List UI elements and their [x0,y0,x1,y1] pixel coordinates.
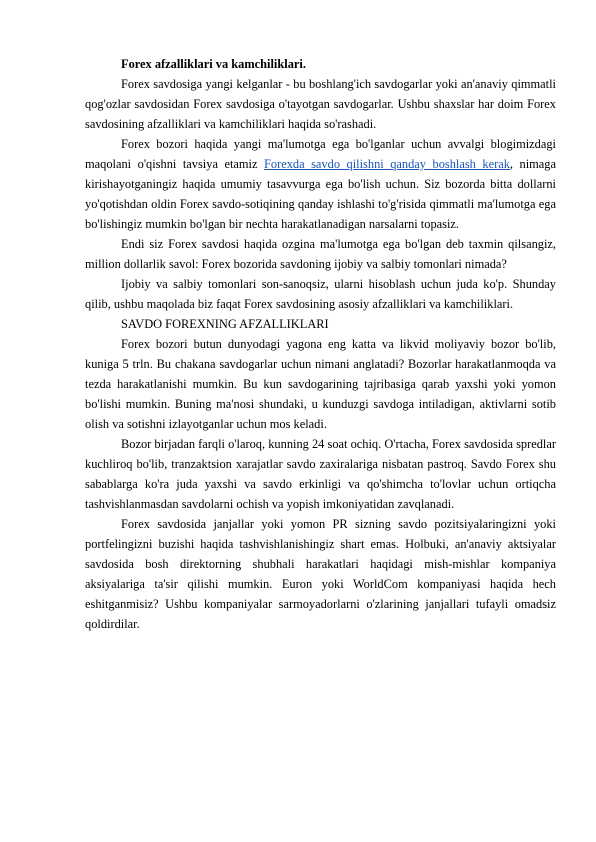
paragraph: Endi siz Forex savdosi haqida ozgina ma'lumotga ega bo'lgan deb taxmin qilsangiz, million dollarlik savol: Forex bozorida savdoning ijobiy va salbiy tomonlari nimada? [85,237,556,271]
document-page [85,54,556,634]
paragraph: Ijobiy va salbiy tomonlari son-sanoqsiz, ularni hisoblash uchun juda ko'p. Shunday qilib, ushbu maqolada biz faqat Forex savdosining asosiy afzalliklari va kamchiliklari. [85,277,556,311]
paragraph-text: , nimaga kirishayotganingiz haqida umumiy tasavvurga ega bo'lish uchun. Siz bozorda bitta dollarni yo'qotishdan oldin Forex savdo-sotiqining qanday ishlashi to'g'risida qimmatli ma'lumotga ega bo'lishingiz mumkin bo'lgan bir nechta harakatlanadigan narsalarni topasiz. [85,157,557,231]
paragraph: Forex savdosida janjallar yoki yomon PR sizning savdo pozitsiyalaringizni yoki portfelingizni buzishi haqida tashvishlanishingiz shart emas. Holbuki, an'anaviy aktsiyalar savdosida bosh direktorning shubhali harakatlari haqidagi mish-mishlar kompaniya aksiyalariga ta'sir qilishi mumkin. Euron yoki WorldCom kompaniyasi haqida hech eshitganmisiz? Ushbu kompaniyalar sarmoyadorlarni o'zlarining janjallari tufayli omadsiz qoldirdilar. [85,517,556,631]
paragraph: Bozor birjadan farqli o'laroq, kunning 24 soat ochiq. O'rtacha, Forex savdosida spredlar kuchliroq bo'lib, tranzaktsion xarajatlar savdo zaxiralariga nisbatan pastroq. Savdo Forex shu sabablarga ko'ra juda yaxshi va savdo erkinligi va qo'shimcha to'lovlar uchun ortiqcha tashvishlanmasdan savdolarni ochish va yopish imkoniyatidan zavqlanadi. [85,437,556,511]
paragraph-with-link [85,134,556,234]
article-link[interactable]: Forexda savdo qilishni qanday boshlash kerak [264,157,510,171]
document-title: Forex afzalliklari va kamchiliklari. [121,57,306,71]
section-heading: SAVDO FOREXNING AFZALLIKLARI [121,317,329,331]
paragraph: Forex savdosiga yangi kelganlar - bu boshlang'ich savdogarlar yoki an'anaviy qimmatli qog'ozlar savdosidan Forex savdosiga o'tayotgan savdogarlar. Ushbu shaxslar har doim Forex savdosining afzalliklari va kamchiliklari haqida so'rashadi. [85,77,556,131]
paragraph: Forex bozori butun dunyodagi yagona eng katta va likvid moliyaviy bozor bo'lib, kuniga 5 trln. Bu chakana savdogarlar uchun nimani anglatadi? Bozorlar harakatlanmoqda va tezda harakatlanishi mumkin. Bu kun savdogarining tajribasiga qarab yaxshi yoki yomon bo'lishi mumkin. Buning ma'nosi shundaki, u kunduzgi savdoga intiladigan, aktivlarni sotib olish va sotishni izlayotganlar uchun mos keladi. [85,337,556,431]
paragraph-text: Forex bozori haqida yangi ma'lumotga ega bo'lganlar uchun avvalgi blogimizdagi maqolani o'qishni tavsiya etamiz [85,137,556,171]
